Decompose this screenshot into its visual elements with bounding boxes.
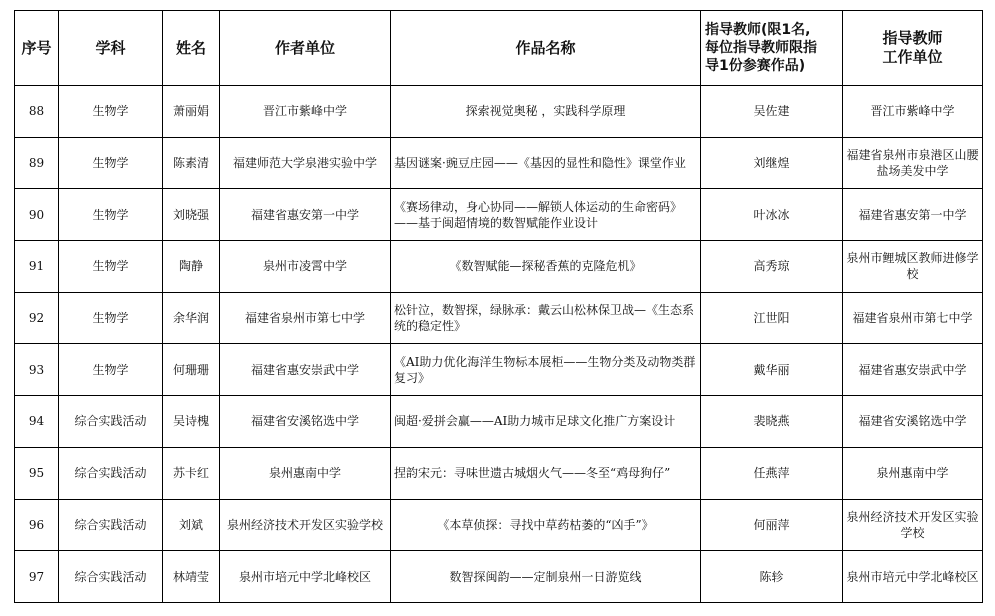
cell-teacher: 任燕萍 (701, 447, 843, 499)
table-row (15, 137, 983, 189)
table-row (15, 344, 983, 396)
cell-teacher-unit: 福建省安溪铭选中学 (843, 396, 983, 448)
cell-subject: 综合实践活动 (59, 551, 163, 603)
cell-seq: 94 (15, 396, 59, 448)
cell-seq: 90 (15, 189, 59, 241)
cell-seq: 89 (15, 137, 59, 189)
cell-teacher-unit: 福建省泉州市泉港区山腰盐场美发中学 (843, 137, 983, 189)
cell-author-unit: 福建省惠安第一中学 (220, 189, 391, 241)
cell-teacher: 刘继煌 (701, 137, 843, 189)
cell-work-title: 数智探闽韵——定制泉州一日游览线 (391, 551, 701, 603)
table-row (15, 292, 983, 344)
cell-author-unit: 泉州经济技术开发区实验学校 (220, 499, 391, 551)
cell-work-title: 《AI助力优化海洋生物标本展柜——生物分类及动物类群复习》 (391, 344, 701, 396)
cell-teacher: 裴晓燕 (701, 396, 843, 448)
cell-teacher-unit: 泉州经济技术开发区实验学校 (843, 499, 983, 551)
cell-teacher: 陈轸 (701, 551, 843, 603)
cell-teacher-unit: 福建省惠安崇武中学 (843, 344, 983, 396)
cell-seq: 97 (15, 551, 59, 603)
cell-teacher: 高秀琼 (701, 241, 843, 293)
cell-teacher: 何丽萍 (701, 499, 843, 551)
header-seq: 序号 (15, 11, 59, 86)
cell-seq: 91 (15, 241, 59, 293)
cell-teacher: 叶冰冰 (701, 189, 843, 241)
header-row (15, 11, 983, 86)
header-subject: 学科 (59, 11, 163, 86)
cell-work-title: 捏韵宋元：寻味世遗古城烟火气——冬至“鸡母狗仔” (391, 447, 701, 499)
cell-teacher: 戴华丽 (701, 344, 843, 396)
header-teacher (701, 11, 843, 86)
cell-author-unit: 泉州市培元中学北峰校区 (220, 551, 391, 603)
cell-work-title: 基因谜案·豌豆庄园——《基因的显性和隐性》课堂作业 (391, 137, 701, 189)
cell-work-title: 闽超·爱拼会赢——AI助力城市足球文化推广方案设计 (391, 396, 701, 448)
cell-subject: 生物学 (59, 344, 163, 396)
cell-name: 林靖莹 (163, 551, 220, 603)
cell-work-title: 《本草侦探：寻找中草药枯萎的“凶手”》 (391, 499, 701, 551)
cell-name: 吴诗槐 (163, 396, 220, 448)
cell-seq: 92 (15, 292, 59, 344)
cell-teacher-unit: 福建省惠安第一中学 (843, 189, 983, 241)
header-name: 姓名 (163, 11, 220, 86)
cell-name: 余华润 (163, 292, 220, 344)
table-row (15, 499, 983, 551)
cell-seq: 93 (15, 344, 59, 396)
header-teacher-line-1: 指导教师(限1名, (705, 22, 811, 38)
cell-work-title: 探索视觉奥秘 ，实践科学原理 (391, 86, 701, 138)
cell-seq: 88 (15, 86, 59, 138)
cell-work-title: 《数智赋能—探秘香蕉的克隆危机》 (391, 241, 701, 293)
header-teacher-line-2: 每位指导教师限指 (705, 40, 817, 56)
cell-author-unit: 泉州市凌霄中学 (220, 241, 391, 293)
cell-author-unit: 福建师范大学泉港实验中学 (220, 137, 391, 189)
cell-subject: 生物学 (59, 292, 163, 344)
header-teacher-line-3: 导1份参赛作品) (705, 58, 806, 74)
table-row (15, 241, 983, 293)
cell-subject: 生物学 (59, 189, 163, 241)
cell-work-title: 《赛场律动，身心协同——解锁人体运动的生命密码》——基于闽超情境的数智赋能作业设计 (391, 189, 701, 241)
header-teacher-unit-line-2: 工作单位 (882, 48, 943, 66)
cell-subject: 综合实践活动 (59, 499, 163, 551)
table-row (15, 396, 983, 448)
table-row (15, 189, 983, 241)
cell-subject: 综合实践活动 (59, 396, 163, 448)
cell-author-unit: 福建省安溪铭选中学 (220, 396, 391, 448)
cell-name: 刘斌 (163, 499, 220, 551)
cell-teacher-unit: 晋江市紫峰中学 (843, 86, 983, 138)
cell-name: 何珊珊 (163, 344, 220, 396)
cell-seq: 96 (15, 499, 59, 551)
cell-name: 陈素清 (163, 137, 220, 189)
cell-author-unit: 泉州惠南中学 (220, 447, 391, 499)
cell-teacher-unit: 泉州市鲤城区教师进修学校 (843, 241, 983, 293)
header-teacher-unit-line-1: 指导教师 (882, 29, 943, 47)
cell-author-unit: 福建省惠安崇武中学 (220, 344, 391, 396)
cell-name: 苏卡红 (163, 447, 220, 499)
cell-author-unit: 福建省泉州市第七中学 (220, 292, 391, 344)
cell-author-unit: 晋江市紫峰中学 (220, 86, 391, 138)
cell-subject: 生物学 (59, 137, 163, 189)
cell-name: 萧丽娟 (163, 86, 220, 138)
cell-subject: 生物学 (59, 241, 163, 293)
header-work-title: 作品名称 (391, 11, 701, 86)
cell-teacher-unit: 泉州惠南中学 (843, 447, 983, 499)
award-list-table (14, 10, 983, 603)
cell-name: 刘晓强 (163, 189, 220, 241)
header-teacher-unit (843, 11, 983, 86)
cell-subject: 生物学 (59, 86, 163, 138)
cell-teacher: 吴佐建 (701, 86, 843, 138)
cell-name: 陶静 (163, 241, 220, 293)
cell-teacher: 江世阳 (701, 292, 843, 344)
cell-seq: 95 (15, 447, 59, 499)
table-row (15, 86, 983, 138)
cell-teacher-unit: 泉州市培元中学北峰校区 (843, 551, 983, 603)
cell-teacher-unit: 福建省泉州市第七中学 (843, 292, 983, 344)
cell-subject: 综合实践活动 (59, 447, 163, 499)
table-row (15, 447, 983, 499)
header-author-unit: 作者单位 (220, 11, 391, 86)
cell-work-title: 松针泣，数智探，绿脉承：戴云山松林保卫战—《生态系统的稳定性》 (391, 292, 701, 344)
table-row (15, 551, 983, 603)
